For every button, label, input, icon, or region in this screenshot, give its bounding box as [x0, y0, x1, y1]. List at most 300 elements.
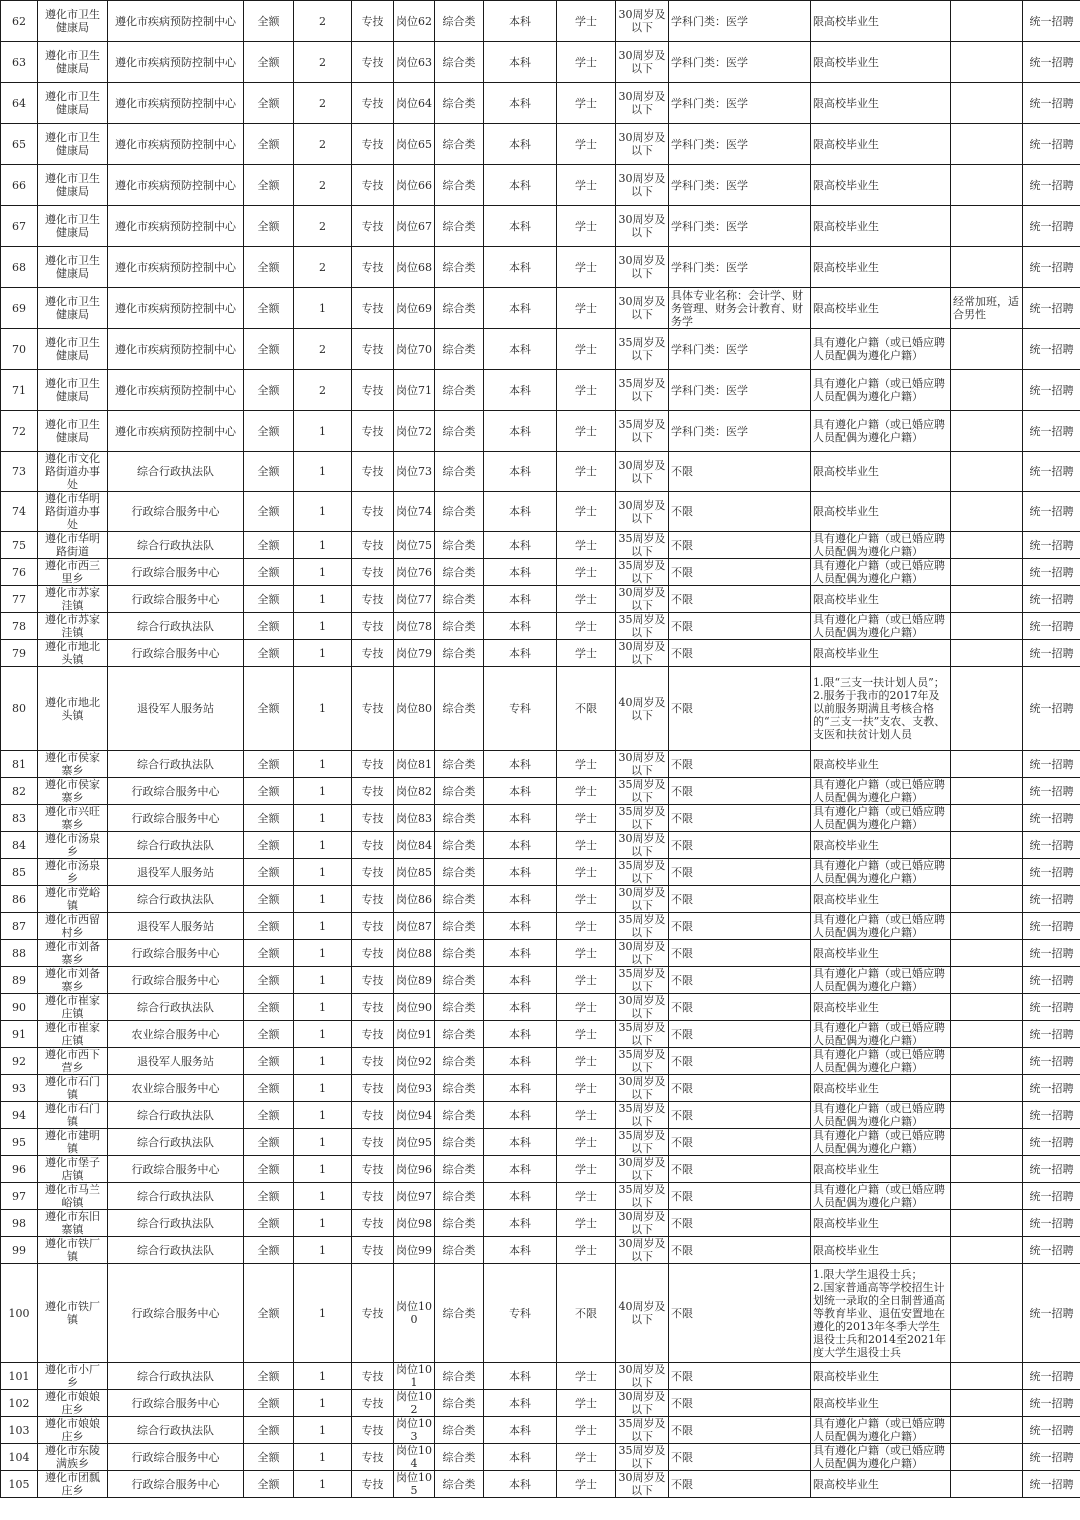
cell-type: 综合类	[435, 1129, 484, 1156]
cell-edu: 本科	[484, 1, 557, 42]
cell-edu: 本科	[484, 532, 557, 559]
cell-age: 35周岁及以下	[616, 805, 669, 832]
cell-category: 专技	[352, 1, 394, 42]
table-row	[1, 1363, 1080, 1390]
table-row	[1, 329, 1080, 370]
cell-funding: 全额	[244, 559, 294, 586]
cell-category: 专技	[352, 1075, 394, 1102]
cell-funding: 全额	[244, 1129, 294, 1156]
table-row	[1, 1237, 1080, 1264]
cell-post: 岗位69	[394, 288, 435, 329]
cell-dept: 遵化市卫生健康局	[38, 165, 108, 206]
cell-type: 综合类	[435, 532, 484, 559]
cell-note	[951, 124, 1023, 165]
cell-unit: 农业综合服务中心	[108, 1075, 244, 1102]
cell-type: 综合类	[435, 83, 484, 124]
cell-no: 83	[1, 805, 38, 832]
cell-conditions: 限高校毕业生	[811, 206, 951, 247]
cell-major: 不限	[669, 1444, 811, 1471]
cell-unit: 遵化市疾病预防控制中心	[108, 370, 244, 411]
cell-funding: 全额	[244, 1363, 294, 1390]
cell-age: 35周岁及以下	[616, 1102, 669, 1129]
cell-unit: 行政综合服务中心	[108, 586, 244, 613]
cell-age: 35周岁及以下	[616, 967, 669, 994]
cell-type: 综合类	[435, 1471, 484, 1498]
cell-count: 1	[294, 1363, 352, 1390]
cell-conditions: 限高校毕业生	[811, 1471, 951, 1498]
cell-edu: 本科	[484, 329, 557, 370]
cell-major: 不限	[669, 913, 811, 940]
cell-no: 90	[1, 994, 38, 1021]
table-row	[1, 288, 1080, 329]
cell-dept: 遵化市东旧寨镇	[38, 1210, 108, 1237]
cell-note	[951, 247, 1023, 288]
cell-no: 80	[1, 667, 38, 751]
cell-degree: 学士	[557, 1210, 616, 1237]
cell-unit: 综合行政执法队	[108, 1183, 244, 1210]
cell-category: 专技	[352, 1390, 394, 1417]
cell-age: 30周岁及以下	[616, 586, 669, 613]
cell-major: 不限	[669, 859, 811, 886]
cell-unit: 行政综合服务中心	[108, 1390, 244, 1417]
cell-degree: 学士	[557, 886, 616, 913]
cell-edu: 本科	[484, 994, 557, 1021]
cell-method: 统一招聘	[1023, 940, 1080, 967]
cell-no: 99	[1, 1237, 38, 1264]
cell-age: 30周岁及以下	[616, 1210, 669, 1237]
cell-type: 综合类	[435, 805, 484, 832]
table-row	[1, 886, 1080, 913]
cell-note	[951, 1264, 1023, 1363]
table-row	[1, 1, 1080, 42]
cell-edu: 本科	[484, 1129, 557, 1156]
cell-degree: 学士	[557, 247, 616, 288]
cell-unit: 遵化市疾病预防控制中心	[108, 206, 244, 247]
table-row	[1, 778, 1080, 805]
cell-conditions: 具有遵化户籍（或已婚应聘人员配偶为遵化户籍）	[811, 1021, 951, 1048]
cell-conditions: 限高校毕业生	[811, 83, 951, 124]
cell-post: 岗位83	[394, 805, 435, 832]
cell-post: 岗位77	[394, 586, 435, 613]
cell-type: 综合类	[435, 1417, 484, 1444]
cell-note	[951, 778, 1023, 805]
cell-post: 岗位100	[394, 1264, 435, 1363]
cell-degree: 学士	[557, 288, 616, 329]
cell-dept: 遵化市西下营乡	[38, 1048, 108, 1075]
cell-major: 不限	[669, 1156, 811, 1183]
cell-major: 不限	[669, 1021, 811, 1048]
cell-edu: 本科	[484, 247, 557, 288]
cell-type: 综合类	[435, 1237, 484, 1264]
cell-dept: 遵化市建明镇	[38, 1129, 108, 1156]
cell-degree: 学士	[557, 1, 616, 42]
cell-conditions: 限高校毕业生	[811, 288, 951, 329]
cell-conditions: 限高校毕业生	[811, 886, 951, 913]
cell-degree: 学士	[557, 532, 616, 559]
cell-unit: 综合行政执法队	[108, 1237, 244, 1264]
table-row	[1, 370, 1080, 411]
cell-unit: 遵化市疾病预防控制中心	[108, 329, 244, 370]
cell-unit: 综合行政执法队	[108, 532, 244, 559]
cell-unit: 综合行政执法队	[108, 1129, 244, 1156]
cell-major: 不限	[669, 1183, 811, 1210]
cell-unit: 行政综合服务中心	[108, 640, 244, 667]
cell-category: 专技	[352, 1048, 394, 1075]
cell-conditions: 1.限大学生退役士兵； 2.国家普通高等学校招生计划统一录取的全日制普通高等教育毕业、退伍安置地在遵化的2013年冬季大学生退役士兵和2014至2021年度大学生退役士兵	[811, 1264, 951, 1363]
cell-degree: 学士	[557, 994, 616, 1021]
cell-edu: 本科	[484, 1102, 557, 1129]
cell-type: 综合类	[435, 1102, 484, 1129]
cell-dept: 遵化市小厂乡	[38, 1363, 108, 1390]
cell-conditions: 限高校毕业生	[811, 124, 951, 165]
cell-category: 专技	[352, 586, 394, 613]
cell-dept: 遵化市石门镇	[38, 1102, 108, 1129]
cell-unit: 综合行政执法队	[108, 994, 244, 1021]
cell-method: 统一招聘	[1023, 559, 1080, 586]
cell-major: 学科门类：医学	[669, 124, 811, 165]
table-row	[1, 206, 1080, 247]
cell-category: 专技	[352, 206, 394, 247]
cell-count: 1	[294, 1471, 352, 1498]
cell-count: 1	[294, 994, 352, 1021]
cell-note	[951, 42, 1023, 83]
cell-conditions: 限高校毕业生	[811, 452, 951, 492]
cell-note	[951, 1471, 1023, 1498]
cell-no: 89	[1, 967, 38, 994]
table-row	[1, 832, 1080, 859]
cell-no: 77	[1, 586, 38, 613]
cell-note	[951, 913, 1023, 940]
cell-major: 不限	[669, 778, 811, 805]
cell-edu: 本科	[484, 1021, 557, 1048]
cell-funding: 全额	[244, 247, 294, 288]
cell-method: 统一招聘	[1023, 411, 1080, 452]
cell-funding: 全额	[244, 778, 294, 805]
cell-no: 103	[1, 1417, 38, 1444]
cell-type: 综合类	[435, 1021, 484, 1048]
cell-dept: 遵化市侯家寨乡	[38, 778, 108, 805]
cell-degree: 学士	[557, 859, 616, 886]
cell-no: 72	[1, 411, 38, 452]
cell-count: 2	[294, 370, 352, 411]
cell-conditions: 限高校毕业生	[811, 1, 951, 42]
cell-degree: 学士	[557, 1129, 616, 1156]
cell-method: 统一招聘	[1023, 492, 1080, 532]
cell-dept: 遵化市刘备寨乡	[38, 940, 108, 967]
cell-no: 81	[1, 751, 38, 778]
cell-method: 统一招聘	[1023, 832, 1080, 859]
cell-category: 专技	[352, 967, 394, 994]
cell-unit: 退役军人服务站	[108, 913, 244, 940]
cell-major: 不限	[669, 751, 811, 778]
cell-unit: 综合行政执法队	[108, 452, 244, 492]
cell-edu: 本科	[484, 1183, 557, 1210]
cell-method: 统一招聘	[1023, 751, 1080, 778]
cell-category: 专技	[352, 1210, 394, 1237]
cell-type: 综合类	[435, 1264, 484, 1363]
cell-conditions: 限高校毕业生	[811, 1390, 951, 1417]
cell-age: 30周岁及以下	[616, 492, 669, 532]
table-row	[1, 411, 1080, 452]
cell-conditions: 具有遵化户籍（或已婚应聘人员配偶为遵化户籍）	[811, 1129, 951, 1156]
cell-dept: 遵化市娘娘庄乡	[38, 1390, 108, 1417]
cell-count: 1	[294, 1444, 352, 1471]
cell-category: 专技	[352, 329, 394, 370]
cell-unit: 综合行政执法队	[108, 751, 244, 778]
cell-type: 综合类	[435, 586, 484, 613]
cell-conditions: 具有遵化户籍（或已婚应聘人员配偶为遵化户籍）	[811, 370, 951, 411]
cell-method: 统一招聘	[1023, 1075, 1080, 1102]
cell-dept: 遵化市西三里乡	[38, 559, 108, 586]
cell-major: 不限	[669, 1417, 811, 1444]
cell-age: 30周岁及以下	[616, 42, 669, 83]
cell-type: 综合类	[435, 967, 484, 994]
cell-age: 35周岁及以下	[616, 370, 669, 411]
cell-conditions: 限高校毕业生	[811, 1363, 951, 1390]
cell-degree: 学士	[557, 206, 616, 247]
cell-major: 不限	[669, 1363, 811, 1390]
cell-unit: 综合行政执法队	[108, 1102, 244, 1129]
cell-edu: 本科	[484, 1048, 557, 1075]
cell-edu: 本科	[484, 1075, 557, 1102]
cell-major: 不限	[669, 492, 811, 532]
cell-category: 专技	[352, 492, 394, 532]
cell-age: 35周岁及以下	[616, 913, 669, 940]
cell-unit: 行政综合服务中心	[108, 1471, 244, 1498]
cell-type: 综合类	[435, 1, 484, 42]
cell-funding: 全额	[244, 967, 294, 994]
table-row	[1, 913, 1080, 940]
cell-dept: 遵化市苏家洼镇	[38, 586, 108, 613]
cell-method: 统一招聘	[1023, 886, 1080, 913]
cell-note	[951, 1075, 1023, 1102]
cell-major: 不限	[669, 940, 811, 967]
cell-count: 1	[294, 1129, 352, 1156]
cell-degree: 学士	[557, 967, 616, 994]
cell-edu: 本科	[484, 832, 557, 859]
cell-age: 35周岁及以下	[616, 1129, 669, 1156]
cell-age: 30周岁及以下	[616, 994, 669, 1021]
cell-dept: 遵化市铁厂镇	[38, 1237, 108, 1264]
cell-note	[951, 859, 1023, 886]
cell-count: 1	[294, 1210, 352, 1237]
cell-dept: 遵化市侯家寨乡	[38, 751, 108, 778]
cell-degree: 学士	[557, 613, 616, 640]
cell-method: 统一招聘	[1023, 1417, 1080, 1444]
cell-conditions: 限高校毕业生	[811, 1237, 951, 1264]
table-row	[1, 1183, 1080, 1210]
table-row	[1, 640, 1080, 667]
cell-post: 岗位102	[394, 1390, 435, 1417]
cell-type: 综合类	[435, 288, 484, 329]
cell-dept: 遵化市卫生健康局	[38, 411, 108, 452]
cell-age: 30周岁及以下	[616, 83, 669, 124]
cell-funding: 全额	[244, 913, 294, 940]
cell-conditions: 限高校毕业生	[811, 586, 951, 613]
cell-degree: 学士	[557, 370, 616, 411]
cell-no: 75	[1, 532, 38, 559]
cell-degree: 学士	[557, 1390, 616, 1417]
cell-conditions: 具有遵化户籍（或已婚应聘人员配偶为遵化户籍）	[811, 1444, 951, 1471]
cell-degree: 学士	[557, 452, 616, 492]
cell-post: 岗位72	[394, 411, 435, 452]
cell-type: 综合类	[435, 206, 484, 247]
cell-degree: 学士	[557, 1156, 616, 1183]
cell-degree: 学士	[557, 411, 616, 452]
cell-edu: 本科	[484, 586, 557, 613]
cell-funding: 全额	[244, 124, 294, 165]
cell-post: 岗位75	[394, 532, 435, 559]
cell-no: 70	[1, 329, 38, 370]
cell-no: 95	[1, 1129, 38, 1156]
cell-dept: 遵化市卫生健康局	[38, 206, 108, 247]
cell-unit: 遵化市疾病预防控制中心	[108, 288, 244, 329]
cell-funding: 全额	[244, 532, 294, 559]
cell-category: 专技	[352, 559, 394, 586]
cell-note	[951, 532, 1023, 559]
cell-dept: 遵化市堡子店镇	[38, 1156, 108, 1183]
cell-major: 不限	[669, 586, 811, 613]
cell-edu: 本科	[484, 124, 557, 165]
cell-degree: 学士	[557, 1471, 616, 1498]
cell-method: 统一招聘	[1023, 1156, 1080, 1183]
cell-post: 岗位92	[394, 1048, 435, 1075]
cell-no: 94	[1, 1102, 38, 1129]
cell-count: 2	[294, 247, 352, 288]
cell-type: 综合类	[435, 859, 484, 886]
cell-dept: 遵化市汤泉乡	[38, 832, 108, 859]
cell-type: 综合类	[435, 1444, 484, 1471]
cell-count: 1	[294, 913, 352, 940]
cell-no: 82	[1, 778, 38, 805]
cell-conditions: 限高校毕业生	[811, 247, 951, 288]
cell-method: 统一招聘	[1023, 586, 1080, 613]
cell-type: 综合类	[435, 913, 484, 940]
cell-note	[951, 206, 1023, 247]
cell-degree: 学士	[557, 640, 616, 667]
cell-note	[951, 492, 1023, 532]
cell-major: 学科门类：医学	[669, 329, 811, 370]
cell-degree: 学士	[557, 1444, 616, 1471]
cell-note	[951, 1390, 1023, 1417]
cell-type: 综合类	[435, 751, 484, 778]
cell-category: 专技	[352, 667, 394, 751]
cell-funding: 全额	[244, 859, 294, 886]
table-row	[1, 83, 1080, 124]
cell-note	[951, 1363, 1023, 1390]
cell-no: 64	[1, 83, 38, 124]
cell-edu: 专科	[484, 1264, 557, 1363]
cell-funding: 全额	[244, 667, 294, 751]
cell-edu: 本科	[484, 1237, 557, 1264]
cell-category: 专技	[352, 1264, 394, 1363]
cell-method: 统一招聘	[1023, 994, 1080, 1021]
cell-post: 岗位103	[394, 1417, 435, 1444]
cell-method: 统一招聘	[1023, 805, 1080, 832]
cell-post: 岗位74	[394, 492, 435, 532]
cell-conditions: 限高校毕业生	[811, 1210, 951, 1237]
cell-conditions: 限高校毕业生	[811, 994, 951, 1021]
cell-note	[951, 967, 1023, 994]
cell-method: 统一招聘	[1023, 288, 1080, 329]
cell-note	[951, 586, 1023, 613]
cell-funding: 全额	[244, 492, 294, 532]
cell-edu: 本科	[484, 1363, 557, 1390]
cell-post: 岗位67	[394, 206, 435, 247]
cell-type: 综合类	[435, 411, 484, 452]
cell-note	[951, 1, 1023, 42]
cell-note	[951, 1417, 1023, 1444]
cell-no: 92	[1, 1048, 38, 1075]
cell-major: 不限	[669, 559, 811, 586]
cell-post: 岗位63	[394, 42, 435, 83]
cell-type: 综合类	[435, 370, 484, 411]
cell-edu: 本科	[484, 1156, 557, 1183]
cell-degree: 学士	[557, 1183, 616, 1210]
cell-age: 30周岁及以下	[616, 1471, 669, 1498]
cell-age: 30周岁及以下	[616, 1363, 669, 1390]
cell-edu: 专科	[484, 667, 557, 751]
cell-note	[951, 667, 1023, 751]
cell-note	[951, 1129, 1023, 1156]
cell-method: 统一招聘	[1023, 1129, 1080, 1156]
cell-count: 1	[294, 1048, 352, 1075]
cell-method: 统一招聘	[1023, 1471, 1080, 1498]
cell-category: 专技	[352, 1471, 394, 1498]
cell-funding: 全额	[244, 1444, 294, 1471]
cell-note	[951, 832, 1023, 859]
cell-post: 岗位104	[394, 1444, 435, 1471]
cell-major: 学科门类：医学	[669, 411, 811, 452]
cell-edu: 本科	[484, 165, 557, 206]
cell-degree: 学士	[557, 751, 616, 778]
cell-method: 统一招聘	[1023, 247, 1080, 288]
cell-unit: 行政综合服务中心	[108, 805, 244, 832]
cell-funding: 全额	[244, 613, 294, 640]
cell-unit: 遵化市疾病预防控制中心	[108, 83, 244, 124]
cell-unit: 遵化市疾病预防控制中心	[108, 411, 244, 452]
table-row	[1, 751, 1080, 778]
cell-conditions: 具有遵化户籍（或已婚应聘人员配偶为遵化户籍）	[811, 805, 951, 832]
cell-method: 统一招聘	[1023, 913, 1080, 940]
cell-unit: 行政综合服务中心	[108, 559, 244, 586]
cell-no: 86	[1, 886, 38, 913]
table-row	[1, 559, 1080, 586]
cell-dept: 遵化市华明路街道办事处	[38, 492, 108, 532]
cell-category: 专技	[352, 1417, 394, 1444]
cell-age: 35周岁及以下	[616, 1021, 669, 1048]
cell-count: 1	[294, 940, 352, 967]
cell-funding: 全额	[244, 42, 294, 83]
cell-count: 2	[294, 1, 352, 42]
cell-major: 学科门类：医学	[669, 370, 811, 411]
cell-note	[951, 411, 1023, 452]
cell-major: 不限	[669, 1129, 811, 1156]
cell-funding: 全额	[244, 640, 294, 667]
cell-age: 30周岁及以下	[616, 1, 669, 42]
cell-count: 1	[294, 640, 352, 667]
cell-age: 30周岁及以下	[616, 1390, 669, 1417]
cell-post: 岗位76	[394, 559, 435, 586]
cell-unit: 综合行政执法队	[108, 613, 244, 640]
table-row	[1, 994, 1080, 1021]
cell-major: 学科门类：医学	[669, 1, 811, 42]
cell-count: 1	[294, 452, 352, 492]
cell-note	[951, 1021, 1023, 1048]
cell-funding: 全额	[244, 994, 294, 1021]
cell-method: 统一招聘	[1023, 1264, 1080, 1363]
cell-count: 1	[294, 1075, 352, 1102]
